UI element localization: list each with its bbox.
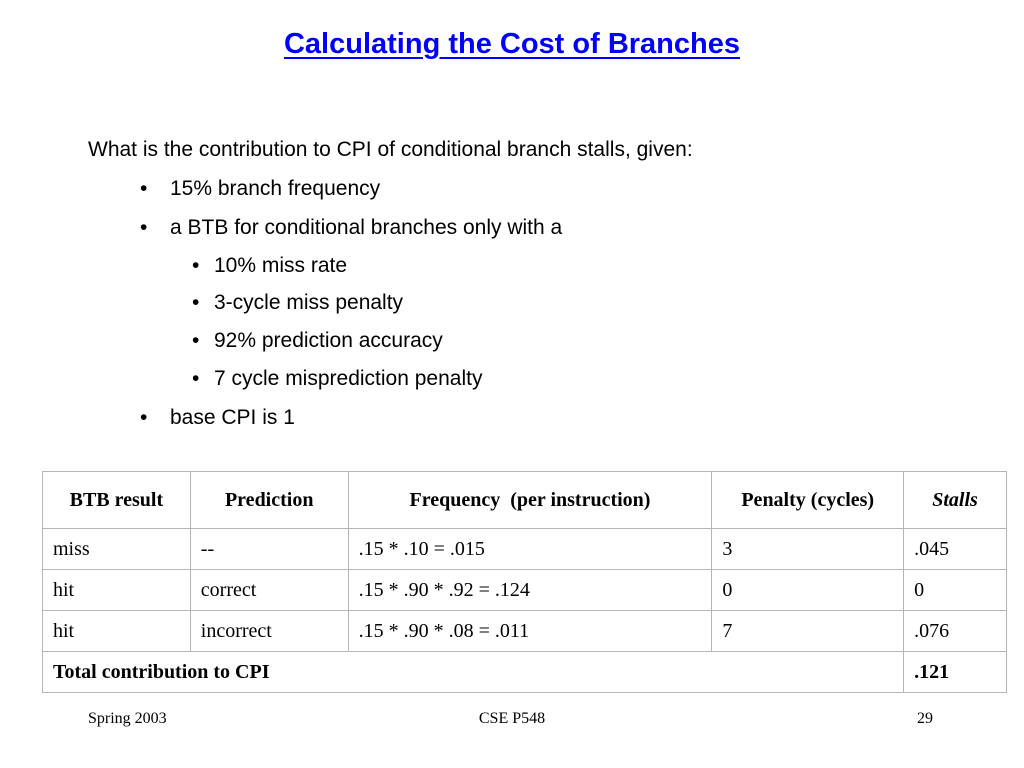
bullet-text: 7 cycle misprediction penalty	[214, 367, 483, 390]
cell-btb-result: hit	[43, 570, 191, 611]
cell-btb-result: miss	[43, 529, 191, 570]
bullet-marker: •	[192, 291, 200, 314]
cell-stalls: .076	[904, 611, 1007, 652]
cell-prediction: incorrect	[190, 611, 348, 652]
cell-penalty: 0	[712, 570, 904, 611]
cell-prediction: --	[190, 529, 348, 570]
sub-bullet-miss-rate	[192, 254, 347, 278]
header-frequency: Frequency (per instruction)	[348, 472, 712, 529]
bullet-marker: •	[192, 254, 200, 277]
bullet-text: 15% branch frequency	[170, 177, 381, 200]
bullet-marker: •	[140, 216, 148, 239]
bullet-marker: •	[192, 329, 200, 352]
footer-course: CSE P548	[478, 710, 546, 727]
bullet-marker: •	[140, 406, 148, 429]
cell-stalls: .045	[904, 529, 1007, 570]
total-value: .121	[904, 652, 1007, 693]
cell-penalty: 7	[712, 611, 904, 652]
table-row	[43, 570, 1007, 611]
bullet-text: 3-cycle miss penalty	[214, 291, 404, 314]
header-prediction: Prediction	[190, 472, 348, 529]
header-stalls: Stalls	[904, 472, 1007, 529]
bullet-text: 10% miss rate	[214, 254, 348, 277]
bullet-branch-frequency	[140, 177, 380, 201]
footer-date: Spring 2003	[88, 710, 167, 727]
table-total-row	[43, 652, 1007, 693]
total-label: Total contribution to CPI	[43, 652, 904, 693]
table-row	[43, 611, 1007, 652]
header-penalty: Penalty (cycles)	[712, 472, 904, 529]
table-row	[43, 529, 1007, 570]
bullet-btb	[140, 216, 562, 240]
cell-frequency: .15 * .90 * .08 = .011	[348, 611, 712, 652]
sub-bullet-misprediction-penalty	[192, 367, 482, 391]
cell-penalty: 3	[712, 529, 904, 570]
bullet-text: a BTB for conditional branches only with a	[170, 216, 563, 239]
sub-bullet-prediction-accuracy	[192, 329, 443, 353]
bullet-text: 92% prediction accuracy	[214, 329, 443, 352]
cell-prediction: correct	[190, 570, 348, 611]
slide-title: Calculating the Cost of Branches	[283, 28, 740, 60]
bullet-marker: •	[140, 177, 148, 200]
cell-frequency: .15 * .90 * .92 = .124	[348, 570, 712, 611]
cell-frequency: .15 * .10 = .015	[348, 529, 712, 570]
cell-stalls: 0	[904, 570, 1007, 611]
bullet-base-cpi	[140, 406, 295, 430]
intro-text: What is the contribution to CPI of conditional branch stalls, given:	[88, 138, 693, 161]
bullet-text: base CPI is 1	[170, 406, 295, 429]
cell-btb-result: hit	[43, 611, 191, 652]
footer-page-number: 29	[917, 710, 933, 727]
header-btb-result: BTB result	[43, 472, 191, 529]
bullet-marker: •	[192, 367, 200, 390]
sub-bullet-miss-penalty	[192, 291, 403, 315]
branch-cost-table	[42, 471, 1007, 693]
table-header-row	[43, 472, 1007, 529]
